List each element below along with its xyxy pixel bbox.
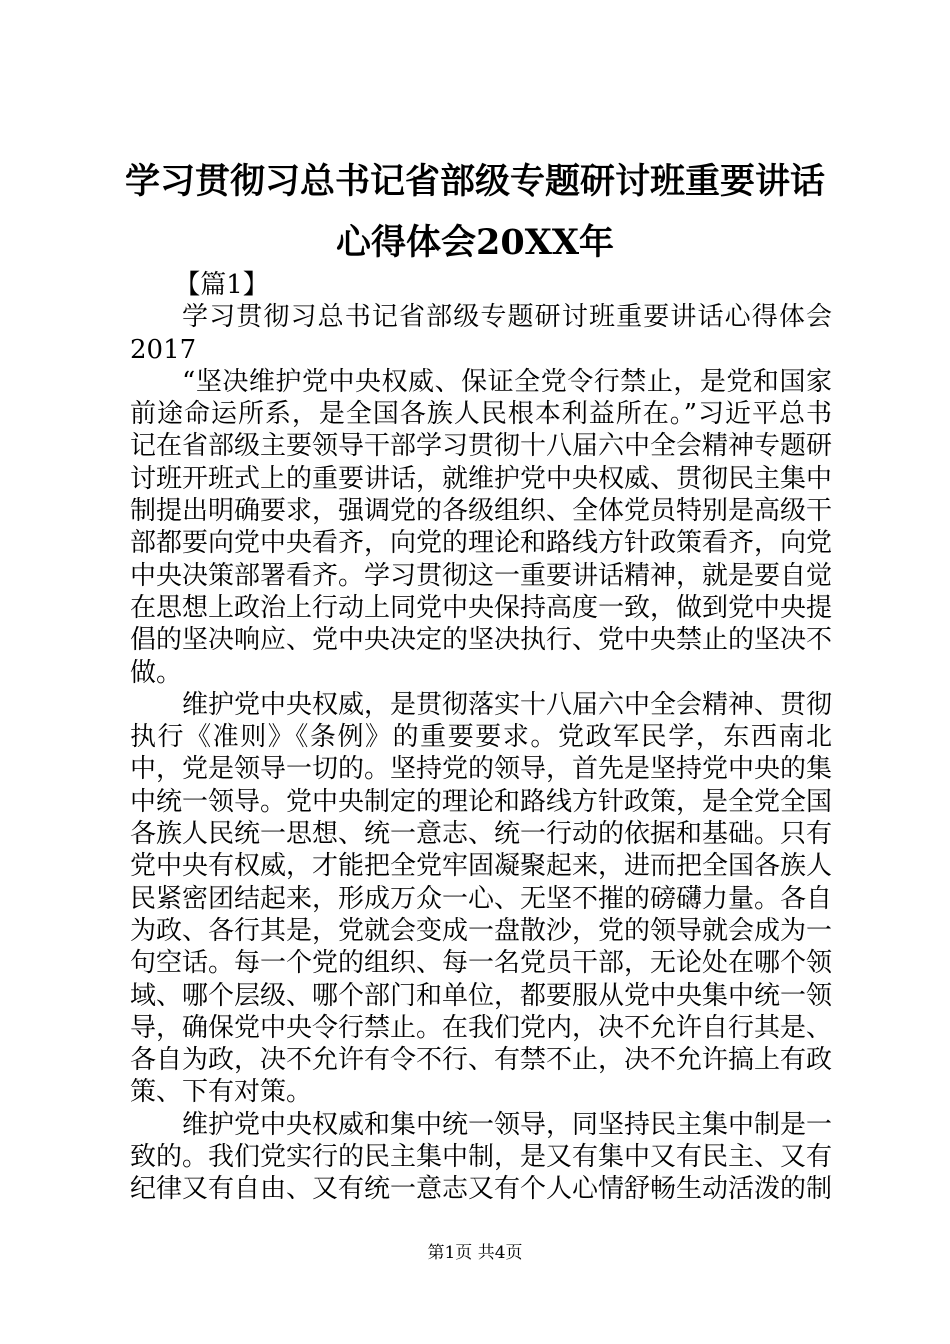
document-body [130,269,832,1206]
paragraph-1: “坚决维护党中央权威、保证全党令行禁止，是党和国家前途命运所系，是全国各族人民根本利益所在。”习近平总书记在省部级主要领导干部学习贯彻十八届六中全会精神专题研讨班开班式上的重要讲话，就维护党中央权威、贯彻民主集中制提出明确要求，强调党的各级组织、全体党员特别是高级干部都要向党中央看齐，向党的理论和路线方针政策看齐，向党中央决策部署看齐。学习贯彻这一重要讲话精神，就是要自觉在思想上政治上行动上同党中央保持高度一致，做到党中央提倡的坚决响应、党中央决定的坚决执行、党中央禁止的坚决不做。 [130,366,833,688]
paragraph-2: 维护党中央权威，是贯彻落实十八届六中全会精神、贯彻执行《准则》《条例》的重要要求。党政军民学，东西南北中，党是领导一切的。坚持党的领导，首先是坚持党中央的集中统一领导。党中央制定的理论和路线方针政策，是全党全国各族人民统一思想、统一意志、统一行动的依据和基础。只有党中央有权威，才能把全党牢固凝聚起来，进而把全国各族人民紧密团结起来，形成万众一心、无坚不摧的磅礴力量。各自为政、各行其是，党就会变成一盘散沙，党的领导就会成为一句空话。每一个党的组织、每一名党员干部，无论处在哪个领域、哪个层级、哪个部门和单位，都要服从党中央集中统一领导，确保党中央令行禁止。在我们党内，决不允许自行其是、各自为政，决不允许有令不行、有禁不止，决不允许搞上有政策、下有对策。 [130,689,833,1108]
document-subtitle: 学习贯彻习总书记省部级专题研讨班重要讲话心得体会2017 [130,302,832,365]
document-title-line-1: 学习贯彻习总书记省部级专题研讨班重要讲话 [124,161,825,202]
paragraph-3: 维护党中央权威和集中统一领导，同坚持民主集中制是一致的。我们党实行的民主集中制，是又有集中又有民主、又有纪律又有自由、又有统一意志又有个人心情舒畅生动活泼的制 [130,1109,833,1205]
page-footer: 第1页 共4页 [427,1243,523,1263]
section-label: 【篇1】 [174,270,269,300]
document-title-line-2: 心得体会20XX年 [335,222,615,263]
